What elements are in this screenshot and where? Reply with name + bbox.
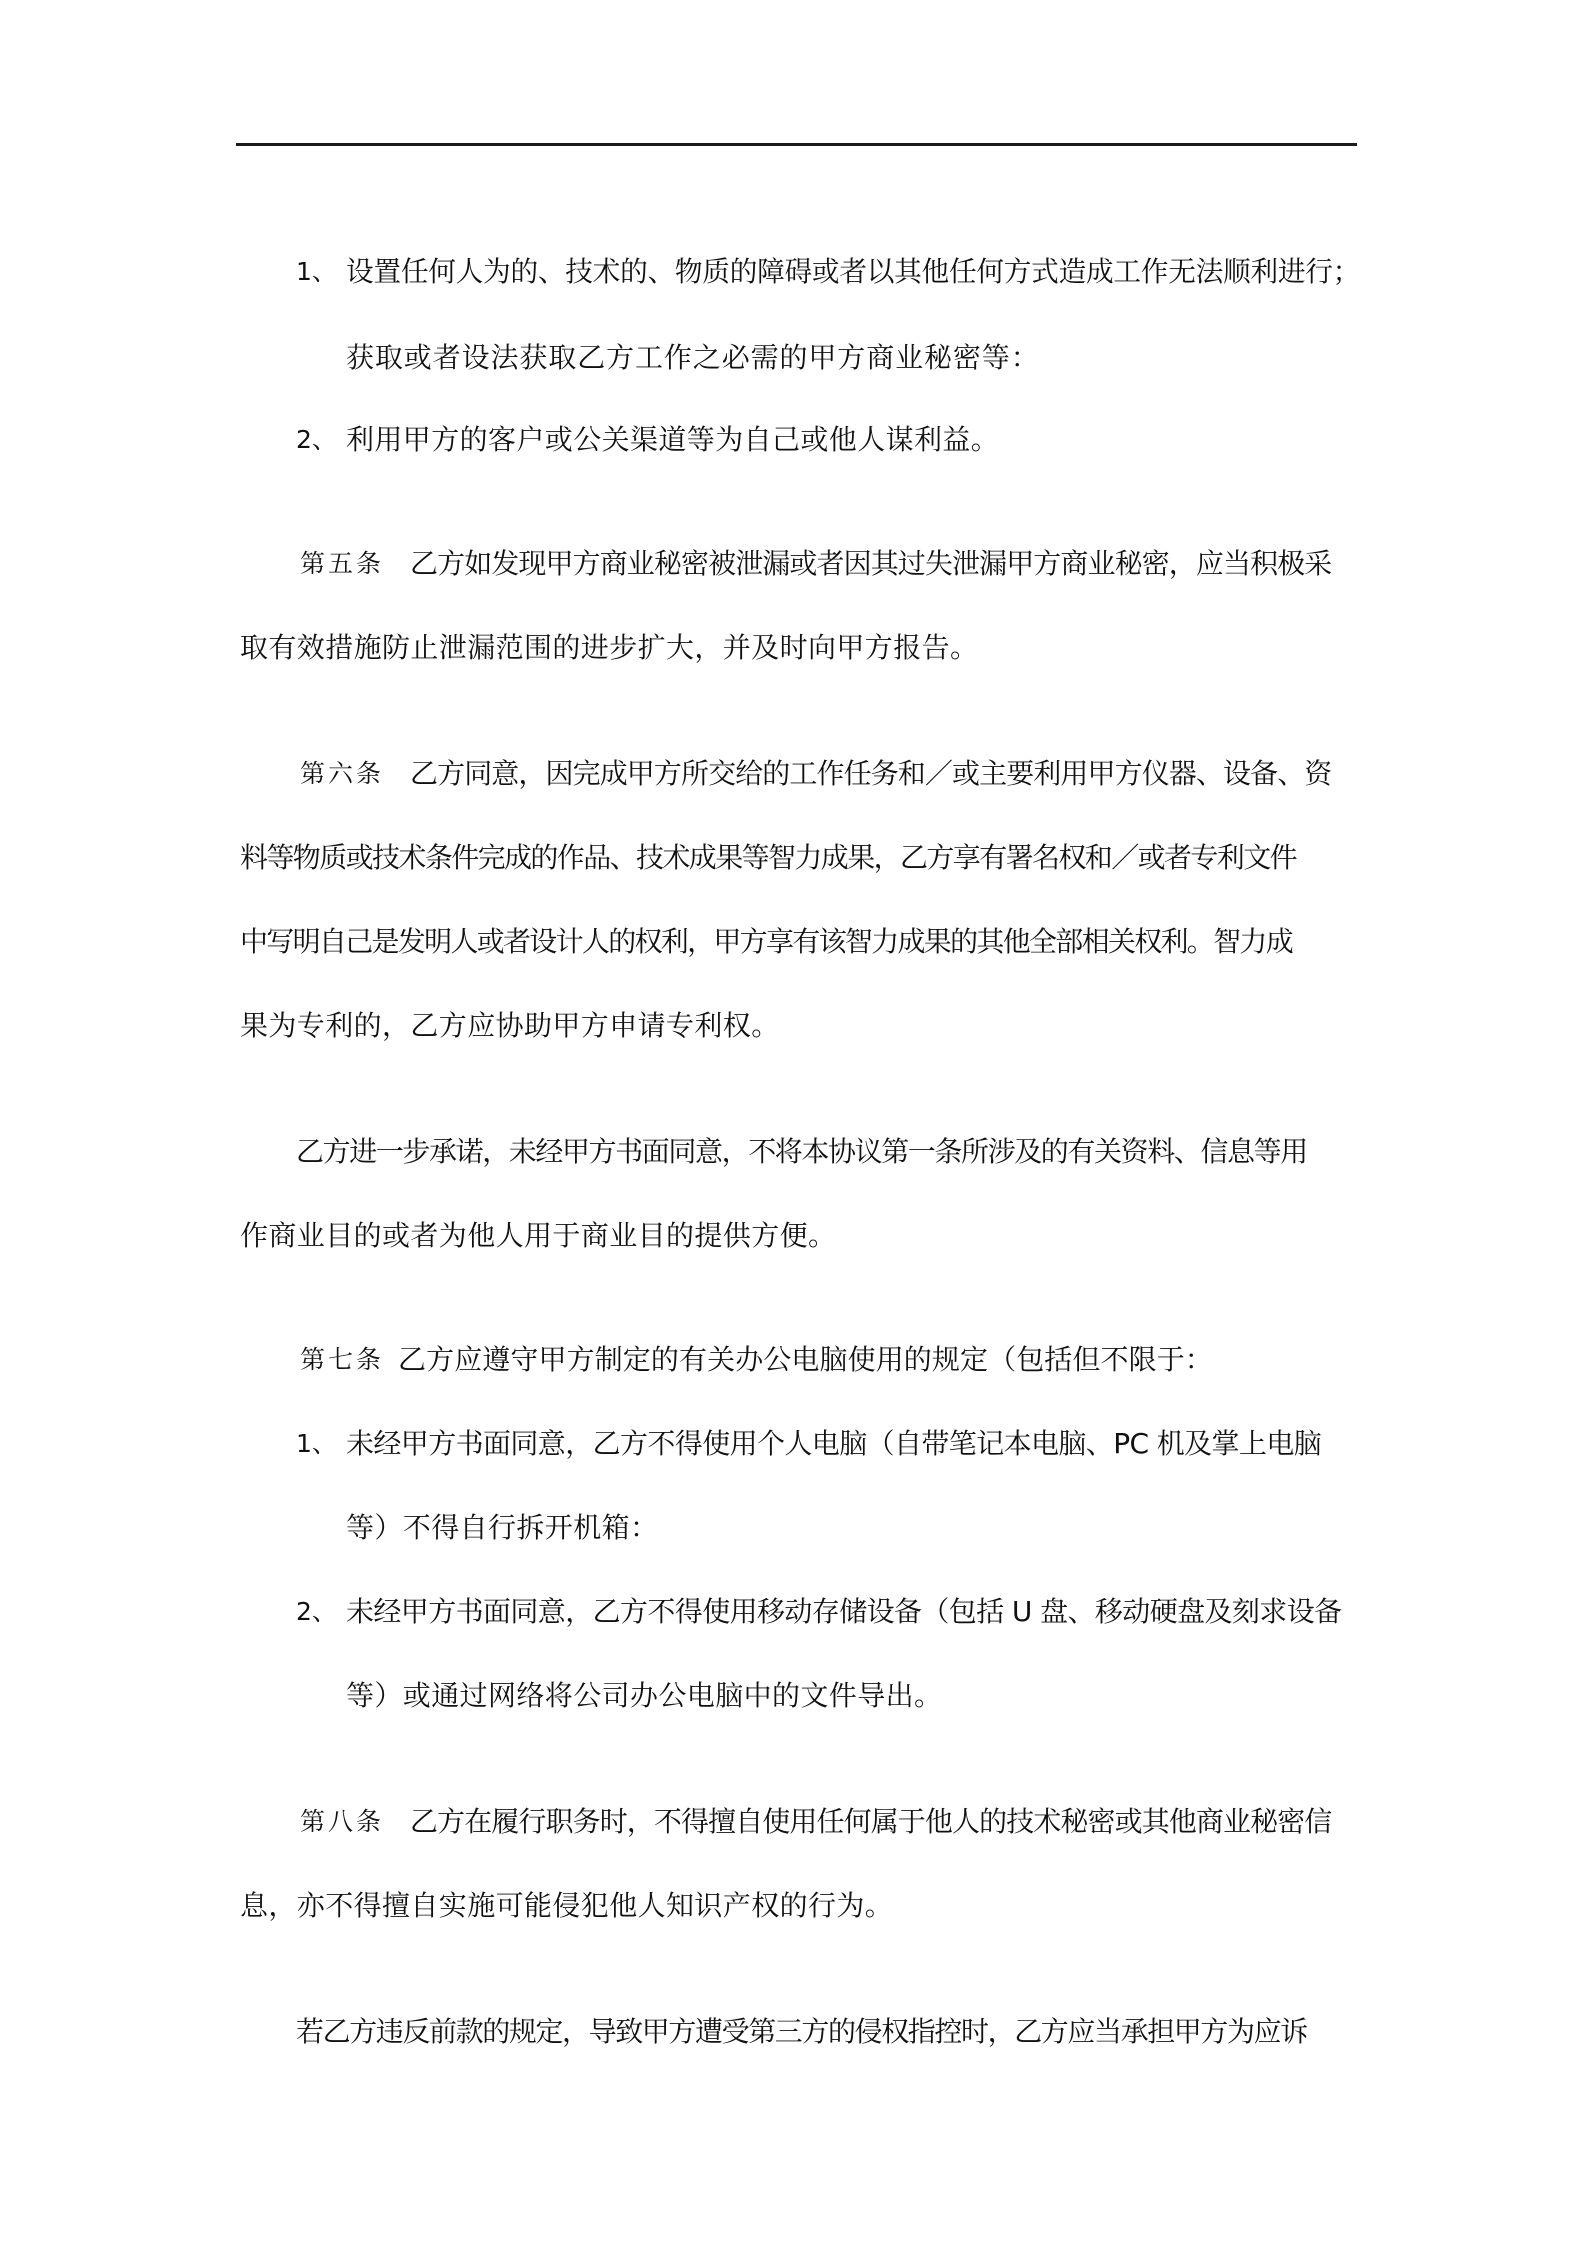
list-number: 2、 <box>296 425 337 454</box>
article-heading: 第七条 <box>300 1345 385 1374</box>
paragraph-line: 乙方同意，因完成甲方所交给的工作任务和／或主要利用甲方仪器、设备、资 <box>410 757 1332 790</box>
list-item-text: 未经甲方书面同意，乙方不得使用移动存储设备（包括 U 盘、移动硬盘及刻求设备 <box>346 1595 1342 1628</box>
list-item-continuation: 等）不得自行拆开机箱： <box>346 1511 659 1544</box>
paragraph-line: 乙方在履行职务时，不得擅自使用任何属于他人的技术秘密或其他商业秘密信 <box>410 1805 1332 1838</box>
paragraph-line: 息，亦不得擅自实施可能侵犯他人知识产权的行为。 <box>240 1889 894 1922</box>
list-number: 2、 <box>296 1597 337 1626</box>
list-item-continuation: 获取或者设法获取乙方工作之必需的甲方商业秘密等： <box>346 341 1040 374</box>
list-number: 1、 <box>296 1429 337 1458</box>
header-rule <box>236 143 1357 146</box>
article-heading: 第六条 <box>300 759 385 788</box>
list-item-text: 利用甲方的客户或公关渠道等为自己或他人谋利益。 <box>346 423 1000 456</box>
article-heading: 第八条 <box>300 1807 385 1836</box>
paragraph-line: 料等物质或技术条件完成的作品、技术成果等智力成果，乙方享有署名权和／或者专利文件 <box>240 841 1297 874</box>
article-heading: 第五条 <box>300 549 385 578</box>
paragraph-line: 若乙方违反前款的规定，导致甲方遭受第三方的侵权指控时，乙方应当承担甲方为应诉 <box>296 2015 1307 2048</box>
paragraph-line: 乙方进一步承诺，未经甲方书面同意，不将本协议第一条所涉及的有关资料、信息等用 <box>296 1135 1307 1168</box>
paragraph-line: 作商业目的或者为他人用于商业目的提供方便。 <box>240 1219 837 1252</box>
paragraph-line: 中写明自己是发明人或者设计人的权利，甲方享有该智力成果的其他全部相关权利。智力成 <box>240 925 1293 958</box>
paragraph-line: 乙方应遵守甲方制定的有关办公电脑使用的规定（包括但不限于： <box>398 1343 1213 1376</box>
list-item-text: 未经甲方书面同意，乙方不得使用个人电脑（自带笔记本电脑、PC 机及掌上电脑 <box>346 1427 1322 1460</box>
paragraph-line: 乙方如发现甲方商业秘密被泄漏或者因其过失泄漏甲方商业秘密，应当积极采 <box>410 547 1332 580</box>
list-item-text: 设置任何人为的、技术的、物质的障碍或者以其他任何方式造成工作无法顺利进行； <box>346 255 1361 288</box>
list-item-continuation: 等）或通过网络将公司办公电脑中的文件导出。 <box>346 1679 943 1712</box>
paragraph-line: 果为专利的，乙方应协助甲方申请专利权。 <box>240 1009 780 1042</box>
list-number: 1、 <box>296 257 337 286</box>
paragraph-line: 取有效措施防止泄漏范围的进步扩大，并及时向甲方报告。 <box>240 631 979 664</box>
